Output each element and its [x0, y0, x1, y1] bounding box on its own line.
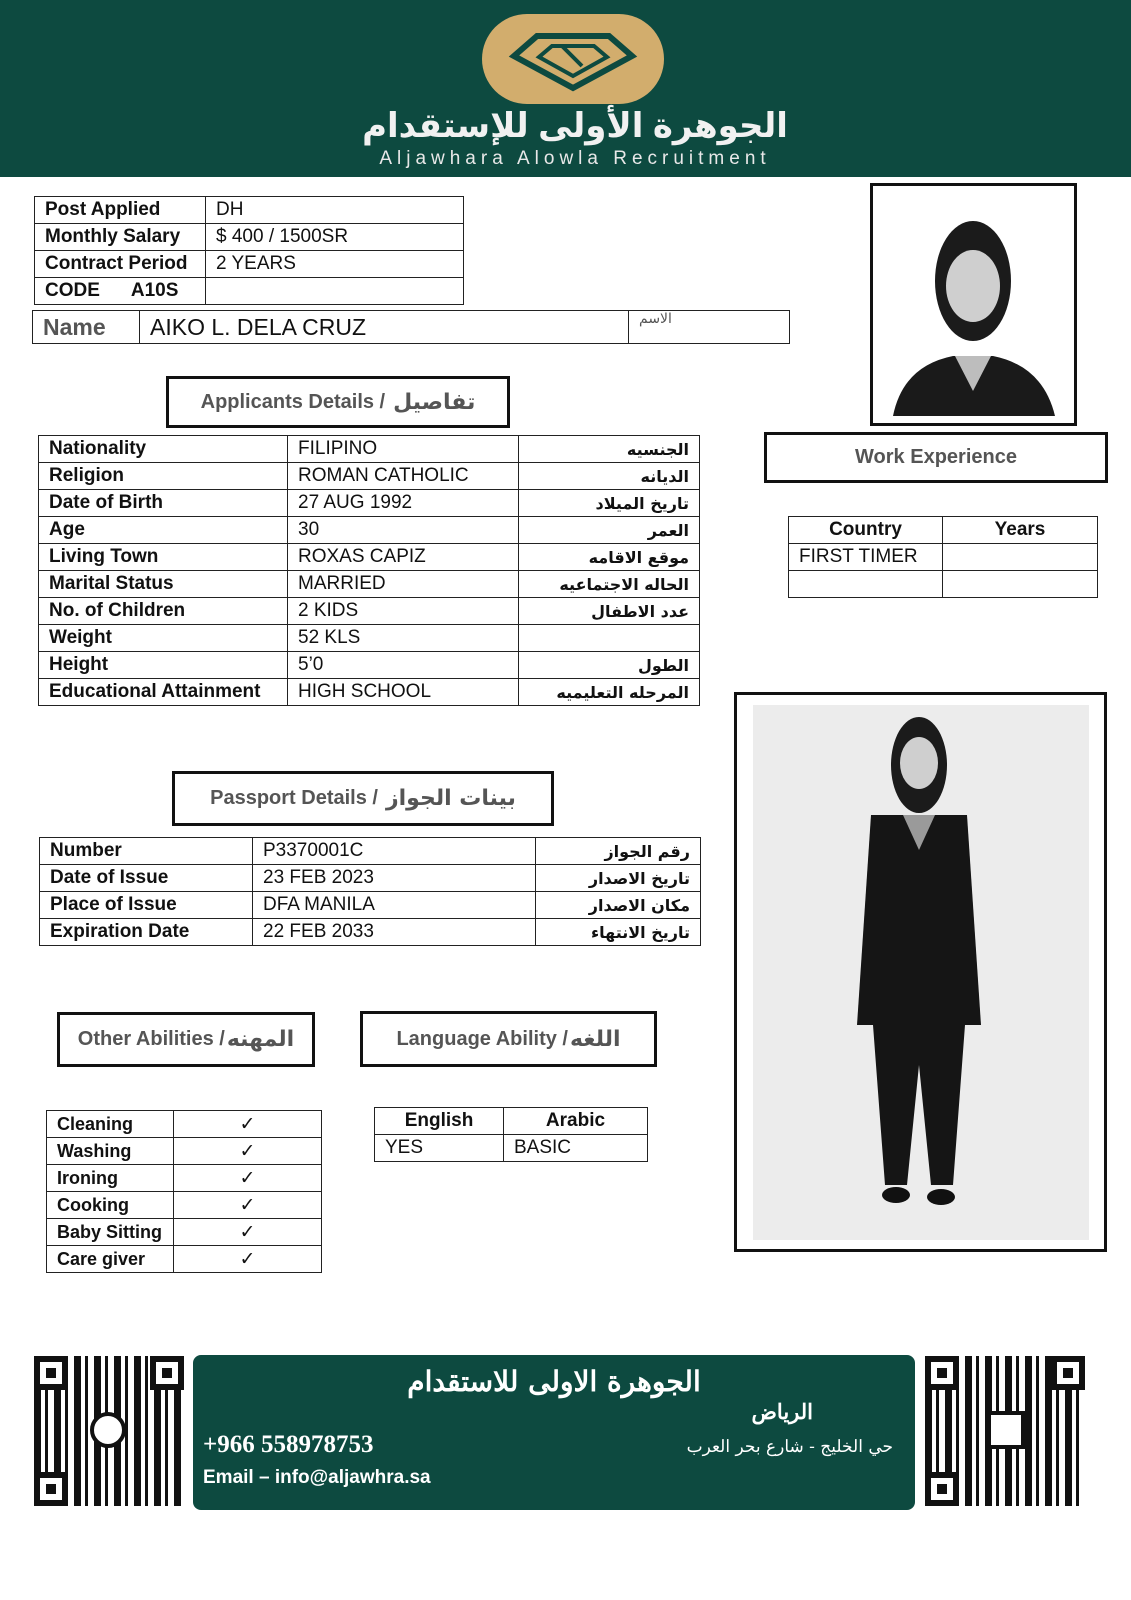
checkmark-icon: ✓: [174, 1165, 322, 1192]
work-years: [943, 544, 1098, 571]
applicant-label-arabic: الحاله الاجتماعيه: [519, 571, 700, 598]
applicant-value: 5’0: [288, 652, 519, 679]
brand-name-english: Aljawhara Alowla Recruitment: [379, 148, 771, 169]
applicant-label: Age: [39, 517, 288, 544]
whatsapp-icon: [90, 1412, 126, 1448]
applicant-value: ROMAN CATHOLIC: [288, 463, 519, 490]
table-row: [47, 1111, 322, 1138]
applicant-label-arabic: الطول: [519, 652, 700, 679]
applicant-label-arabic: عدد الاطفال: [519, 598, 700, 625]
post-table: [34, 196, 464, 305]
full-body-figure-icon: [753, 705, 1089, 1240]
passport-label-arabic: رقم الجواز: [536, 838, 701, 865]
applicant-label: Date of Birth: [39, 490, 288, 517]
work-experience-title: [764, 432, 1108, 483]
table-row: [39, 463, 700, 490]
table-row: [35, 197, 464, 224]
applicant-label: Height: [39, 652, 288, 679]
passport-title-en: Passport Details /: [210, 787, 378, 809]
post-label: CODE A10S: [35, 278, 206, 305]
language-title-en: Language Ability /: [396, 1027, 568, 1050]
applicant-value: 2 KIDS: [288, 598, 519, 625]
ability-label: Cleaning: [47, 1111, 174, 1138]
table-row: [39, 571, 700, 598]
work-header-years: Years: [943, 517, 1098, 544]
table-row: [35, 224, 464, 251]
applicant-label: Religion: [39, 463, 288, 490]
table-row: [375, 1135, 648, 1162]
post-value: DH: [206, 197, 464, 224]
post-value: $ 400 / 1500SR: [206, 224, 464, 251]
applicant-label: No. of Children: [39, 598, 288, 625]
checkmark-icon: ✓: [174, 1219, 322, 1246]
applicant-value: FILIPINO: [288, 436, 519, 463]
checkmark-icon: ✓: [174, 1246, 322, 1273]
table-row: [789, 571, 1098, 598]
language-header-arabic: Arabic: [504, 1108, 648, 1135]
work-header-country: Country: [789, 517, 943, 544]
table-row: [35, 278, 464, 305]
portrait-photo: [870, 183, 1077, 426]
table-row: [40, 838, 701, 865]
applicant-value: 52 KLS: [288, 625, 519, 652]
ability-label: Care giver: [47, 1246, 174, 1273]
applicant-value: 27 AUG 1992: [288, 490, 519, 517]
passport-label-arabic: تاريخ الانتهاء: [536, 919, 701, 946]
work-experience-table: [788, 516, 1098, 598]
table-row: [40, 919, 701, 946]
passport-value: 23 FEB 2023: [253, 865, 536, 892]
table-row: [39, 679, 700, 706]
abilities-title-en: Other Abilities /: [77, 1028, 225, 1050]
work-country: [789, 571, 943, 598]
work-years: [943, 571, 1098, 598]
applicant-label-arabic: الديانه: [519, 463, 700, 490]
whatsapp-qr-code[interactable]: [34, 1356, 184, 1506]
applicant-label-arabic: المرحله التعليميه: [519, 679, 700, 706]
applicant-label: Living Town: [39, 544, 288, 571]
table-row: [40, 865, 701, 892]
checkmark-icon: ✓: [174, 1138, 322, 1165]
applicant-label: Weight: [39, 625, 288, 652]
applicant-details-title: [166, 376, 510, 428]
table-row: [789, 544, 1098, 571]
passport-value: P3370001C: [253, 838, 536, 865]
footer-city-arabic: الرياض: [751, 1399, 813, 1424]
footer-address-arabic: حي الخليج - شارع بحر العرب: [686, 1437, 893, 1457]
applicant-value: HIGH SCHOOL: [288, 679, 519, 706]
table-row: [47, 1138, 322, 1165]
passport-label: Number: [40, 838, 253, 865]
applicant-label: Nationality: [39, 436, 288, 463]
ability-label: Ironing: [47, 1165, 174, 1192]
passport-value: DFA MANILA: [253, 892, 536, 919]
checkmark-icon: ✓: [174, 1192, 322, 1219]
language-ability-title: [360, 1011, 657, 1067]
passport-label: Expiration Date: [40, 919, 253, 946]
language-table: [374, 1107, 648, 1162]
name-label: Name: [33, 311, 140, 344]
table-row: [47, 1246, 322, 1273]
passport-table: [39, 837, 701, 946]
diamond-logo-icon: [482, 14, 664, 104]
footer-phone[interactable]: +966 558978753: [203, 1431, 374, 1458]
passport-label-arabic: مكان الاصدار: [536, 892, 701, 919]
brand-name-arabic: الجوهرة الأولى للإستقدام: [362, 107, 788, 145]
table-row: [47, 1192, 322, 1219]
applicant-label-arabic: الجنسيه: [519, 436, 700, 463]
work-country: FIRST TIMER: [789, 544, 943, 571]
table-row: [39, 517, 700, 544]
footer-contact-band: [193, 1355, 915, 1510]
portrait-figure-icon: [873, 186, 1074, 423]
table-row: [39, 490, 700, 517]
name-table: [32, 310, 790, 344]
table-row: [47, 1219, 322, 1246]
table-row: [47, 1165, 322, 1192]
name-label-arabic: الاسم: [629, 311, 790, 344]
table-row: [40, 892, 701, 919]
applicant-label-arabic: موقع الاقامه: [519, 544, 700, 571]
applicant-value: ROXAS CAPIZ: [288, 544, 519, 571]
table-row: [39, 625, 700, 652]
post-label: Monthly Salary: [35, 224, 206, 251]
passport-title-ar: بينات الجواز: [385, 786, 516, 811]
passport-label: Date of Issue: [40, 865, 253, 892]
table-row: [789, 517, 1098, 544]
applicant-label-arabic: تاريخ الميلاد: [519, 490, 700, 517]
applicant-label-arabic: [519, 625, 700, 652]
table-row: [39, 544, 700, 571]
post-label: Post Applied: [35, 197, 206, 224]
applicant-table: [38, 435, 700, 706]
name-value: AIKO L. DELA CRUZ: [140, 311, 629, 344]
table-row: [39, 598, 700, 625]
footer-email[interactable]: Email – info@aljawhra.sa: [203, 1467, 431, 1488]
language-arabic-value: BASIC: [504, 1135, 648, 1162]
post-label: Contract Period: [35, 251, 206, 278]
dinosaur-icon: [987, 1411, 1025, 1449]
table-row: [35, 251, 464, 278]
ability-label: Cooking: [47, 1192, 174, 1219]
other-abilities-title: [57, 1012, 315, 1067]
applicant-label: Marital Status: [39, 571, 288, 598]
table-row: [39, 436, 700, 463]
language-header-english: English: [375, 1108, 504, 1135]
table-row: [33, 311, 790, 344]
footer-company-arabic: الجوهرة الاولى للاستقدام: [407, 1365, 701, 1398]
post-value: [206, 278, 464, 305]
ability-label: Baby Sitting: [47, 1219, 174, 1246]
language-title-ar: اللغه: [569, 1026, 621, 1052]
abilities-title-ar: المهنه: [226, 1027, 295, 1052]
passport-details-title: [172, 771, 554, 826]
table-row: [375, 1108, 648, 1135]
full-body-photo: [734, 692, 1107, 1252]
applicant-title-en: Applicants Details /: [200, 390, 386, 413]
ability-label: Washing: [47, 1138, 174, 1165]
post-value: 2 YEARS: [206, 251, 464, 278]
applicant-title-ar: تفاصيل: [393, 389, 476, 415]
applicant-value: 30: [288, 517, 519, 544]
passport-label-arabic: تاريخ الاصدار: [536, 865, 701, 892]
applicant-label-arabic: العمر: [519, 517, 700, 544]
table-row: [39, 652, 700, 679]
applicant-label: Educational Attainment: [39, 679, 288, 706]
applicant-value: MARRIED: [288, 571, 519, 598]
language-english-value: YES: [375, 1135, 504, 1162]
passport-value: 22 FEB 2033: [253, 919, 536, 946]
location-qr-code[interactable]: [925, 1356, 1085, 1506]
passport-label: Place of Issue: [40, 892, 253, 919]
checkmark-icon: ✓: [174, 1111, 322, 1138]
abilities-table: [46, 1110, 322, 1273]
work-experience-label: Work Experience: [855, 446, 1017, 468]
